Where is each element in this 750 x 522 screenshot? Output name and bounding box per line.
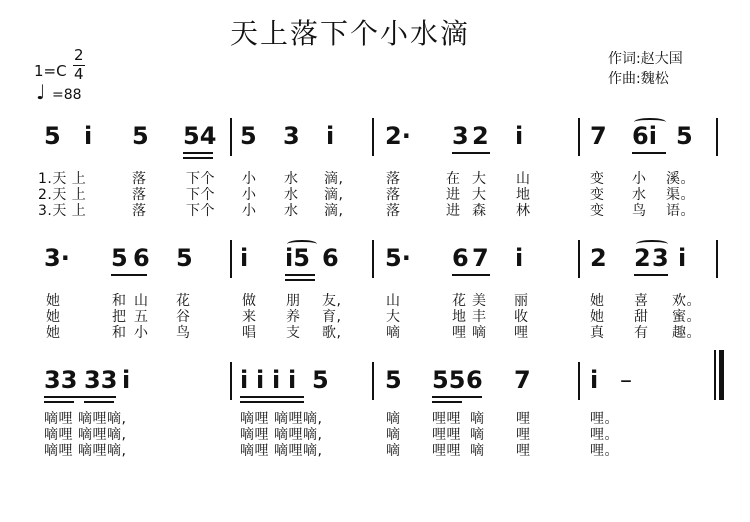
lyric: 下个 (186, 187, 215, 203)
lyric: 丰 (472, 309, 487, 325)
lyric: 进 (446, 187, 461, 203)
eighth-beam (240, 396, 304, 398)
lyric: 哩哩 (432, 443, 461, 459)
note: 6 (133, 244, 150, 272)
lyric: 大 (472, 187, 487, 203)
note: i (84, 122, 93, 150)
eighth-beam (111, 274, 147, 276)
lyric: 花 (452, 293, 467, 309)
lyric: 她 (46, 309, 61, 325)
lyric: 山 (386, 293, 401, 309)
note: 6i (632, 122, 657, 150)
lyric: 嘀 (386, 411, 401, 427)
note: 5 (132, 122, 149, 150)
time-signature-bottom: 4 (74, 65, 84, 83)
lyric: 落 (132, 203, 147, 219)
lyric: 哩哩 (432, 427, 461, 443)
lyric: 溪。 (666, 171, 695, 187)
barline (230, 118, 232, 156)
lyric: 她 (46, 293, 61, 309)
slur (634, 118, 666, 126)
note: 2 (634, 244, 651, 272)
barline (716, 118, 718, 156)
lyric: 鸟 (176, 325, 191, 341)
quarter-note-icon: ♩ (36, 80, 46, 104)
note: 2· (385, 122, 411, 150)
note: i (240, 244, 249, 272)
lyric: 和 (112, 293, 127, 309)
lyric: 做 (242, 293, 257, 309)
time-signature-top: 2 (74, 46, 84, 64)
note: 7 (472, 244, 489, 272)
lyric: 嘀哩 嘀哩嘀, (44, 443, 127, 459)
lyric: 落 (386, 171, 401, 187)
note: 3 (283, 122, 300, 150)
lyric: 下个 (186, 171, 215, 187)
eighth-beam (183, 152, 213, 154)
lyric: 哩哩 (432, 411, 461, 427)
note: 7 (514, 366, 531, 394)
lyric: 山 (516, 171, 531, 187)
note: 2 (590, 244, 607, 272)
eighth-beam (452, 274, 490, 276)
lyric: 嘀哩 嘀哩嘀, (240, 427, 323, 443)
lyric: 森 (472, 203, 487, 219)
note: 7 (590, 122, 607, 150)
note: i (122, 366, 131, 394)
dash-hold: – (620, 366, 632, 394)
lyric: 大 (472, 171, 487, 187)
lyric: 水 (284, 171, 299, 187)
lyric: 地 (452, 309, 467, 325)
lyric: 友, (322, 293, 342, 309)
lyric: 支 (286, 325, 301, 341)
lyricist-credit: 作词:赵大国 (608, 51, 683, 67)
lyric: 进 (446, 203, 461, 219)
lyric: 嘀哩 嘀哩嘀, (44, 411, 127, 427)
lyric: 嘀 (472, 325, 487, 341)
eighth-beam (44, 396, 116, 398)
lyric: 大 (386, 309, 401, 325)
lyric: 嘀哩 嘀哩嘀, (44, 427, 127, 443)
note: 5 (676, 122, 693, 150)
lyric: 小 (242, 203, 257, 219)
note: i5 (285, 244, 310, 272)
barline (372, 118, 374, 156)
eighth-beam (432, 396, 482, 398)
lyric: 真 (590, 325, 605, 341)
note: 5 (111, 244, 128, 272)
lyric: 嘀 (386, 443, 401, 459)
note: 6 (466, 366, 483, 394)
final-barline-thick (719, 350, 724, 400)
barline (230, 240, 232, 278)
lyric: 育, (322, 309, 342, 325)
tempo-mark: =88 (52, 87, 82, 103)
lyric: 滴, (324, 203, 344, 219)
lyric: 语。 (666, 203, 695, 219)
note: i (326, 122, 335, 150)
lyric: 哩。 (590, 443, 619, 459)
lyric: 美 (472, 293, 487, 309)
note: i (240, 366, 249, 394)
lyric: 变 (590, 187, 605, 203)
barline (578, 240, 580, 278)
lyric: 和 (112, 325, 127, 341)
lyric: 喜 (634, 293, 649, 309)
sixteenth-beam (44, 401, 74, 403)
lyric: 欢。 (672, 293, 701, 309)
lyric: 花 (176, 293, 191, 309)
lyric: 哩 (452, 325, 467, 341)
eighth-beam (634, 274, 668, 276)
lyric: 朋 (286, 293, 301, 309)
lyric: 她 (46, 325, 61, 341)
sixteenth-beam (285, 279, 315, 281)
note: i (590, 366, 599, 394)
note: 3 (652, 244, 669, 272)
sixteenth-beam (183, 157, 213, 159)
lyric: 谷 (176, 309, 191, 325)
eighth-beam (285, 274, 315, 276)
note: i (515, 122, 524, 150)
lyric: 水 (632, 187, 647, 203)
sixteenth-beam (84, 401, 114, 403)
lyric: 2.天 上 (38, 187, 87, 203)
lyric: 五 (134, 309, 149, 325)
note: 33 (44, 366, 78, 394)
lyric: 哩 (516, 411, 531, 427)
note: 5 (240, 122, 257, 150)
barline (372, 240, 374, 278)
lyric: 来 (242, 309, 257, 325)
lyric: 滴, (324, 171, 344, 187)
lyric: 嘀 (470, 427, 485, 443)
lyric: 下个 (186, 203, 215, 219)
note: 6 (452, 244, 469, 272)
lyric: 哩 (514, 325, 529, 341)
lyric: 甜 (634, 309, 649, 325)
note: 3· (44, 244, 70, 272)
lyric: 嘀哩 嘀哩嘀, (240, 411, 323, 427)
lyric: 变 (590, 203, 605, 219)
sixteenth-beam (240, 401, 304, 403)
note: 5 (312, 366, 329, 394)
lyric: 变 (590, 171, 605, 187)
lyric: 小 (134, 325, 149, 341)
note: 5 (44, 122, 61, 150)
lyric: 嘀 (386, 325, 401, 341)
lyric: 在 (446, 171, 461, 187)
note: 6 (322, 244, 339, 272)
note: 3 (452, 122, 469, 150)
note: i (272, 366, 281, 394)
lyric: 哩。 (590, 427, 619, 443)
note: 55 (432, 366, 466, 394)
barline (230, 362, 232, 400)
lyric: 她 (590, 309, 605, 325)
barline (716, 240, 718, 278)
eighth-beam (452, 152, 490, 154)
lyric: 养 (286, 309, 301, 325)
lyric: 落 (132, 187, 147, 203)
lyric: 小 (242, 187, 257, 203)
note: 5 (176, 244, 193, 272)
lyric: 林 (516, 203, 531, 219)
slur (636, 240, 668, 248)
barline (372, 362, 374, 400)
note: 5 (385, 366, 402, 394)
slur (287, 240, 317, 248)
lyric: 歌, (322, 325, 342, 341)
lyric: 鸟 (632, 203, 647, 219)
lyric: 水 (284, 187, 299, 203)
song-title: 天上落下个小水滴 (229, 17, 470, 50)
lyric: 收 (514, 309, 529, 325)
lyric: 嘀 (470, 411, 485, 427)
eighth-beam (632, 152, 666, 154)
lyric: 地 (516, 187, 531, 203)
note: 33 (84, 366, 118, 394)
lyric: 滴, (324, 187, 344, 203)
lyric: 小 (632, 171, 647, 187)
lyric: 唱 (242, 325, 257, 341)
lyric: 落 (386, 187, 401, 203)
note: i (256, 366, 265, 394)
note: i (288, 366, 297, 394)
final-barline-thin (714, 350, 716, 400)
lyric: 哩。 (590, 411, 619, 427)
lyric: 哩 (516, 443, 531, 459)
lyric: 把 (112, 309, 127, 325)
lyric: 水 (284, 203, 299, 219)
lyric: 嘀哩 嘀哩嘀, (240, 443, 323, 459)
lyric: 山 (134, 293, 149, 309)
note: i (678, 244, 687, 272)
note: 5· (385, 244, 411, 272)
lyric: 蜜。 (672, 309, 701, 325)
composer-credit: 作曲:魏松 (608, 71, 669, 87)
lyric: 丽 (514, 293, 529, 309)
lyric: 趣。 (672, 325, 701, 341)
lyric: 小 (242, 171, 257, 187)
lyric: 哩 (516, 427, 531, 443)
lyric: 1.天 上 (38, 171, 87, 187)
lyric: 落 (132, 171, 147, 187)
note: 54 (183, 122, 217, 150)
lyric: 嘀 (470, 443, 485, 459)
lyric: 有 (634, 325, 649, 341)
lyric: 3.天 上 (38, 203, 87, 219)
note: i (515, 244, 524, 272)
sixteenth-beam (432, 401, 462, 403)
lyric: 落 (386, 203, 401, 219)
barline (578, 362, 580, 400)
note: 2 (472, 122, 489, 150)
lyric: 嘀 (386, 427, 401, 443)
key-signature: 1=C (34, 62, 67, 80)
lyric: 渠。 (666, 187, 695, 203)
barline (578, 118, 580, 156)
lyric: 她 (590, 293, 605, 309)
